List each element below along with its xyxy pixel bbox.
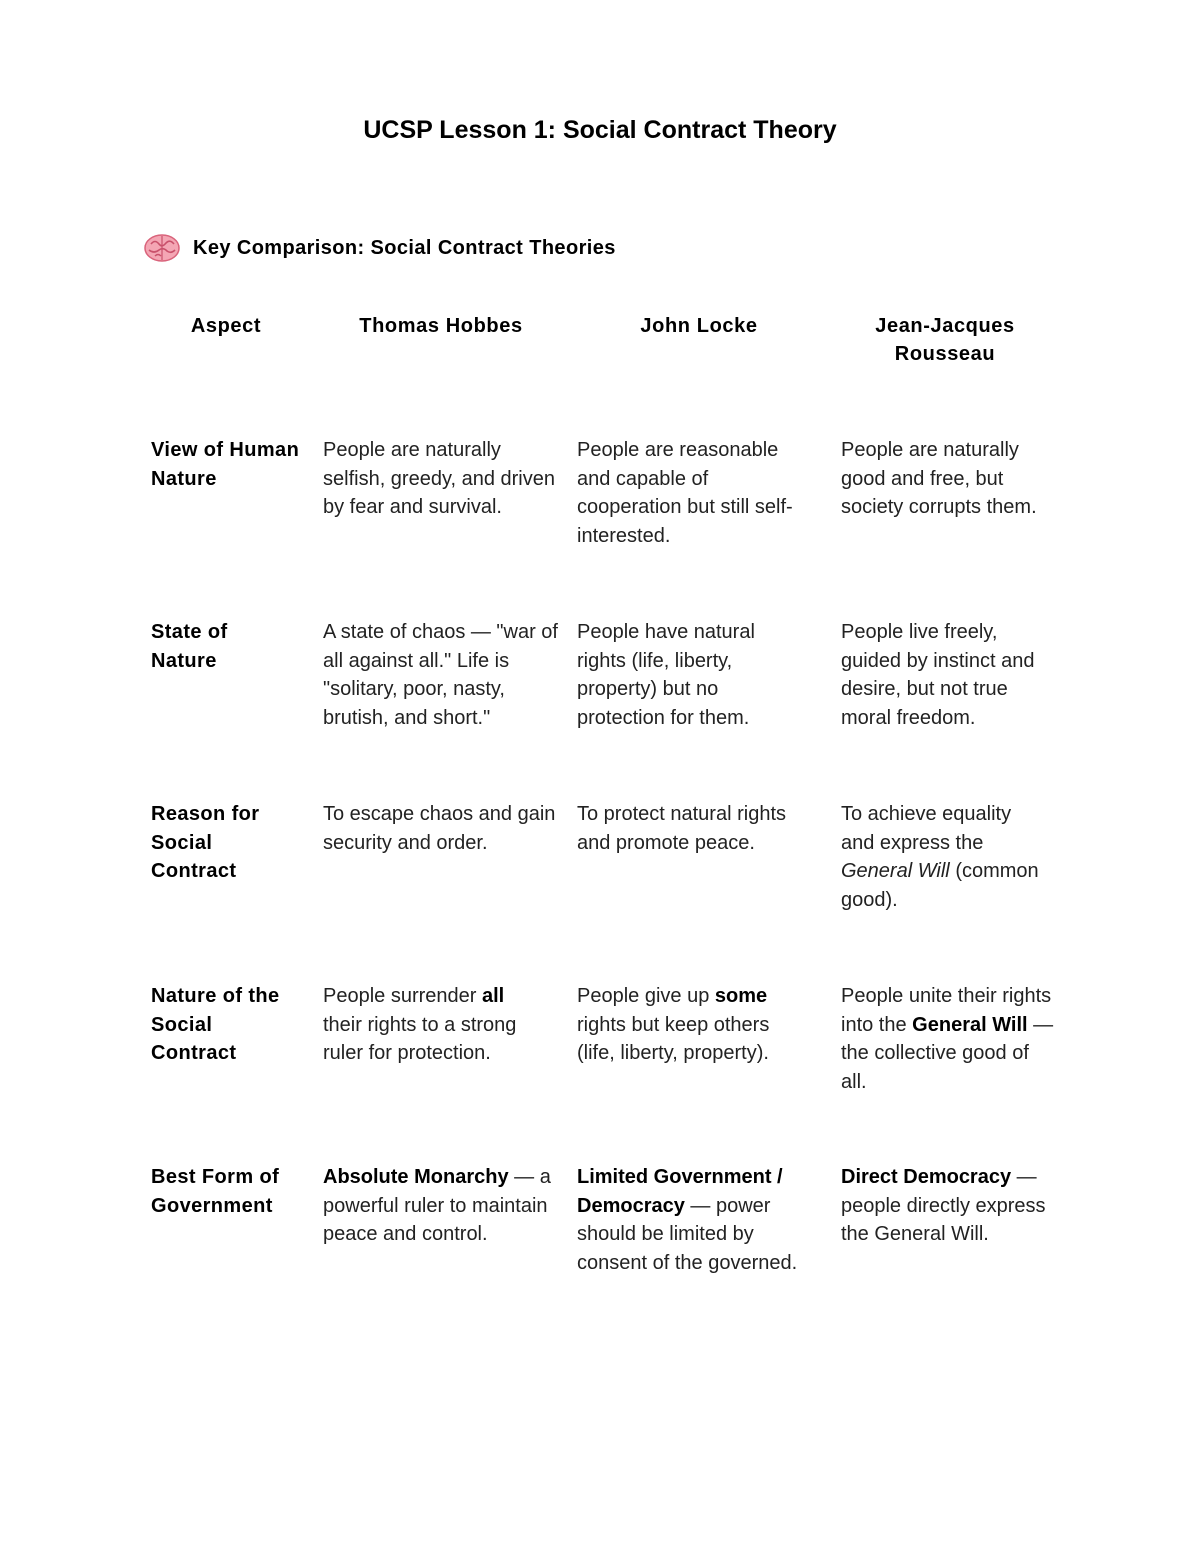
rousseau-text: — people directly express the General Will. bbox=[841, 1166, 1046, 1245]
row-aspect: Reason for Social Contract bbox=[151, 803, 260, 882]
cell-rousseau: People are naturally good and free, but society corrupts them. bbox=[841, 439, 1037, 518]
cell-hobbes bbox=[323, 982, 548, 1068]
cell-hobbes bbox=[323, 1163, 563, 1249]
emphasis-limited-government: Limited Government / Democracy bbox=[577, 1166, 783, 1217]
rousseau-text: — the collective good of all. bbox=[841, 1013, 1054, 1093]
row-aspect: Nature of the Social Contract bbox=[151, 985, 280, 1064]
section-heading-text: Key Comparison: Social Contract Theories bbox=[193, 236, 616, 259]
row-aspect: State of Nature bbox=[151, 621, 228, 672]
cell-locke: People are reasonable and capable of cooperation but still self-interested. bbox=[577, 439, 793, 547]
cell-rousseau bbox=[841, 982, 1056, 1096]
rousseau-text: To achieve equality and express the bbox=[841, 803, 1012, 854]
cell-rousseau bbox=[841, 1163, 1046, 1249]
cell-hobbes: People are naturally selfish, greedy, and driven by fear and survival. bbox=[323, 439, 555, 518]
cell-hobbes: To escape chaos and gain security and order. bbox=[323, 803, 556, 854]
rousseau-text: (common good). bbox=[841, 860, 1039, 911]
hobbes-text: — a powerful ruler to maintain peace and control. bbox=[323, 1166, 551, 1245]
locke-text: rights but keep others (life, liberty, property). bbox=[577, 1013, 770, 1064]
header-hobbes: Thomas Hobbes bbox=[359, 315, 523, 337]
hobbes-text: their rights to a strong ruler for protection. bbox=[323, 1013, 517, 1064]
header-locke: John Locke bbox=[640, 315, 758, 337]
cell-locke: To protect natural rights and promote peace. bbox=[577, 803, 786, 854]
header-rousseau: Jean-Jacques Rousseau bbox=[875, 315, 1015, 365]
emphasis-absolute-monarchy: Absolute Monarchy bbox=[323, 1166, 509, 1188]
emphasis-direct-democracy: Direct Democracy bbox=[841, 1166, 1012, 1188]
row-aspect: View of Human Nature bbox=[151, 439, 300, 490]
locke-text: — power should be limited by consent of the governed. bbox=[577, 1194, 798, 1274]
cell-rousseau bbox=[841, 800, 1041, 914]
general-will-term: General Will bbox=[841, 860, 950, 882]
emphasis-all: all bbox=[482, 985, 505, 1007]
cell-locke: People have natural rights (life, liberty, property) but no protection for them. bbox=[577, 621, 755, 729]
hobbes-text: People surrender bbox=[323, 985, 477, 1007]
cell-rousseau: People live freely, guided by instinct and desire, but not true moral freedom. bbox=[841, 621, 1035, 729]
section-heading bbox=[143, 232, 616, 264]
header-aspect: Aspect bbox=[190, 315, 262, 337]
emphasis-general-will: General Will bbox=[912, 1013, 1028, 1036]
brain-icon bbox=[143, 232, 181, 264]
locke-text: People give up bbox=[577, 985, 710, 1007]
cell-locke bbox=[577, 982, 807, 1068]
cell-locke bbox=[577, 1163, 822, 1277]
cell-hobbes: A state of chaos — "war of all against all." Life is "solitary, poor, nasty, brutish, and short." bbox=[323, 621, 558, 729]
rousseau-text: People unite their rights into the bbox=[841, 985, 1052, 1036]
document-title: UCSP Lesson 1: Social Contract Theory bbox=[363, 116, 837, 144]
row-aspect: Best Form of Government bbox=[151, 1166, 280, 1217]
emphasis-some: some bbox=[714, 985, 768, 1007]
